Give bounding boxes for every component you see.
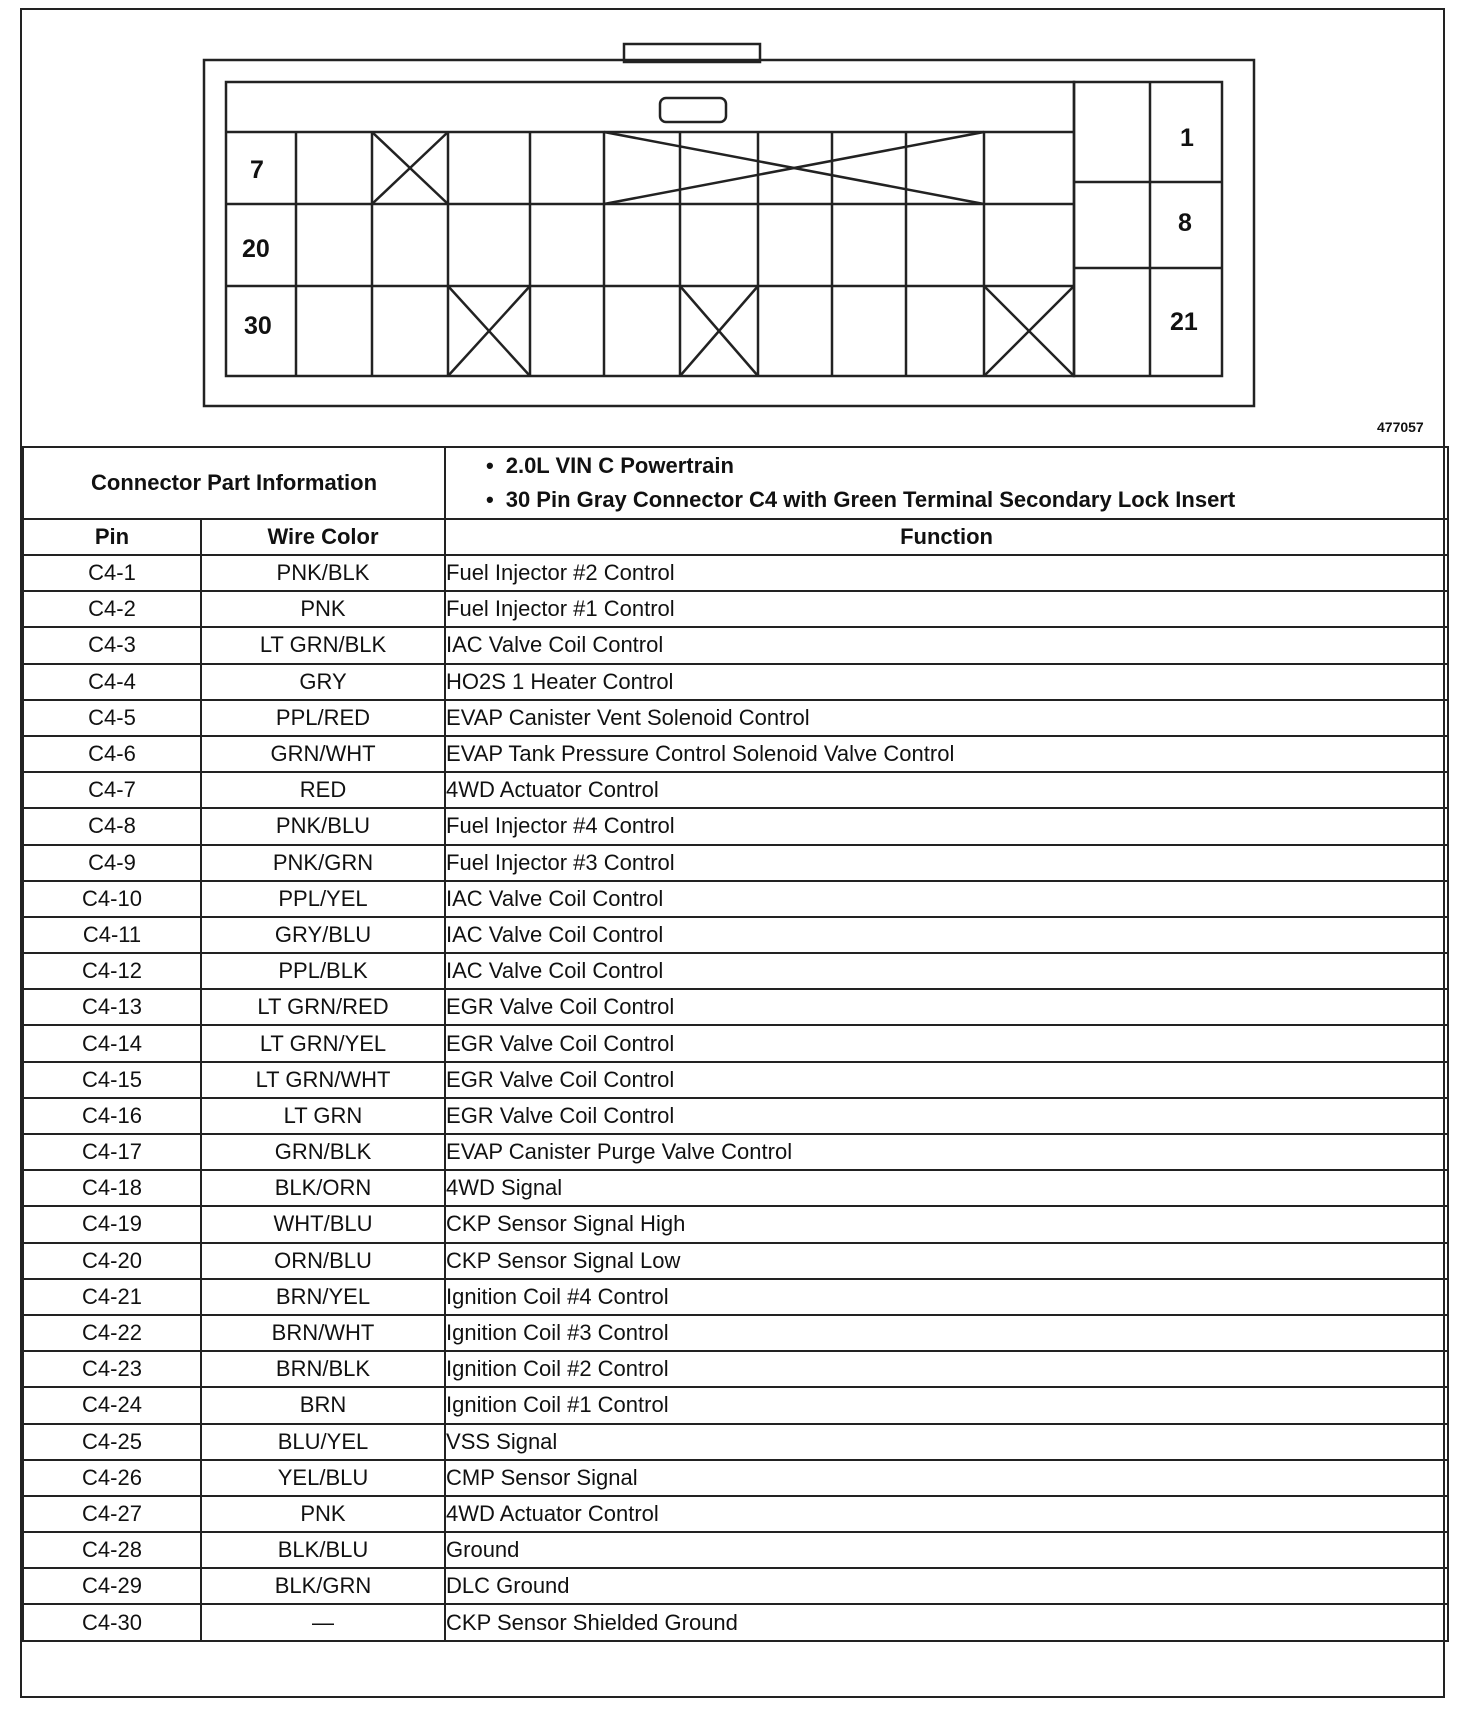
function-cell: VSS Signal bbox=[445, 1424, 1448, 1460]
wire-color-cell: BRN/YEL bbox=[201, 1279, 445, 1315]
function-cell: Fuel Injector #1 Control bbox=[445, 591, 1448, 627]
table-row bbox=[23, 555, 1448, 591]
right-terminal-block bbox=[1074, 82, 1222, 376]
table-row bbox=[23, 881, 1448, 917]
pin-label-20: 20 bbox=[242, 235, 270, 263]
table-row bbox=[23, 1315, 1448, 1351]
wire-color-cell: GRY/BLU bbox=[201, 917, 445, 953]
pin-cell: C4-17 bbox=[23, 1134, 201, 1170]
table-row bbox=[23, 917, 1448, 953]
pin-cell: C4-1 bbox=[23, 555, 201, 591]
pin-cell: C4-14 bbox=[23, 1025, 201, 1061]
table-row bbox=[23, 1243, 1448, 1279]
wire-color-cell: WHT/BLU bbox=[201, 1206, 445, 1242]
table-row bbox=[23, 1387, 1448, 1423]
table-row bbox=[23, 1062, 1448, 1098]
table-row bbox=[23, 1604, 1448, 1640]
pin-cell: C4-21 bbox=[23, 1279, 201, 1315]
table-row bbox=[23, 1170, 1448, 1206]
key-slot bbox=[660, 98, 726, 122]
wire-color-cell: PNK bbox=[201, 591, 445, 627]
table-row bbox=[23, 736, 1448, 772]
table-row bbox=[23, 1496, 1448, 1532]
function-cell: EVAP Canister Vent Solenoid Control bbox=[445, 700, 1448, 736]
function-cell: Ground bbox=[445, 1532, 1448, 1568]
wire-color-cell: GRN/WHT bbox=[201, 736, 445, 772]
function-cell: EGR Valve Coil Control bbox=[445, 1098, 1448, 1134]
connector-info-bullet: • 2.0L VIN C Powertrain bbox=[486, 449, 1447, 483]
wire-color-cell: RED bbox=[201, 772, 445, 808]
terminal-block bbox=[226, 82, 1074, 376]
pin-cell: C4-16 bbox=[23, 1098, 201, 1134]
pin-cell: C4-15 bbox=[23, 1062, 201, 1098]
table-row bbox=[23, 1351, 1448, 1387]
function-cell: EVAP Canister Purge Valve Control bbox=[445, 1134, 1448, 1170]
table-row bbox=[23, 664, 1448, 700]
table-row bbox=[23, 1532, 1448, 1568]
function-cell: 4WD Signal bbox=[445, 1170, 1448, 1206]
connector-shell bbox=[204, 60, 1254, 406]
pin-cell: C4-25 bbox=[23, 1424, 201, 1460]
pin-cell: C4-24 bbox=[23, 1387, 201, 1423]
connector-info-label: Connector Part Information bbox=[23, 447, 445, 519]
function-cell: IAC Valve Coil Control bbox=[445, 881, 1448, 917]
function-cell: CKP Sensor Signal Low bbox=[445, 1243, 1448, 1279]
function-cell: Ignition Coil #4 Control bbox=[445, 1279, 1448, 1315]
column-header-function: Function bbox=[445, 519, 1448, 555]
wire-color-cell: LT GRN/WHT bbox=[201, 1062, 445, 1098]
table-row bbox=[23, 700, 1448, 736]
wire-color-cell: BRN/WHT bbox=[201, 1315, 445, 1351]
function-cell: IAC Valve Coil Control bbox=[445, 953, 1448, 989]
table-row bbox=[23, 1279, 1448, 1315]
pin-cell: C4-6 bbox=[23, 736, 201, 772]
function-cell: 4WD Actuator Control bbox=[445, 772, 1448, 808]
wire-color-cell: PNK/GRN bbox=[201, 845, 445, 881]
pin-cell: C4-11 bbox=[23, 917, 201, 953]
table-row bbox=[23, 591, 1448, 627]
pin-cell: C4-28 bbox=[23, 1532, 201, 1568]
function-cell: DLC Ground bbox=[445, 1568, 1448, 1604]
connector-pinout-table bbox=[22, 446, 1449, 1642]
pin-cell: C4-30 bbox=[23, 1604, 201, 1640]
wire-color-cell: LT GRN/YEL bbox=[201, 1025, 445, 1061]
table-row bbox=[23, 989, 1448, 1025]
column-header-pin: Pin bbox=[23, 519, 201, 555]
connector-face-drawing bbox=[22, 10, 1447, 455]
pin-cell: C4-22 bbox=[23, 1315, 201, 1351]
pin-cell: C4-2 bbox=[23, 591, 201, 627]
pin-cell: C4-12 bbox=[23, 953, 201, 989]
function-cell: CKP Sensor Signal High bbox=[445, 1206, 1448, 1242]
table-row bbox=[23, 772, 1448, 808]
pin-cell: C4-4 bbox=[23, 664, 201, 700]
table-row bbox=[23, 1025, 1448, 1061]
wire-color-cell: GRY bbox=[201, 664, 445, 700]
table-row bbox=[23, 845, 1448, 881]
function-cell: Fuel Injector #3 Control bbox=[445, 845, 1448, 881]
page-frame bbox=[20, 8, 1445, 1698]
connector-info-details bbox=[445, 447, 1448, 519]
pin-label-8: 8 bbox=[1178, 209, 1192, 237]
function-cell: EGR Valve Coil Control bbox=[445, 989, 1448, 1025]
wire-color-cell: PPL/RED bbox=[201, 700, 445, 736]
wire-color-cell: BLK/GRN bbox=[201, 1568, 445, 1604]
table-row bbox=[23, 627, 1448, 663]
pin-cell: C4-10 bbox=[23, 881, 201, 917]
connector-info-bullet: • 30 Pin Gray Connector C4 with Green Terminal Secondary Lock Insert bbox=[486, 483, 1447, 517]
table-row bbox=[23, 1134, 1448, 1170]
wire-color-cell: — bbox=[201, 1604, 445, 1640]
pin-label-1: 1 bbox=[1180, 124, 1194, 152]
function-cell: Ignition Coil #2 Control bbox=[445, 1351, 1448, 1387]
function-cell: Ignition Coil #1 Control bbox=[445, 1387, 1448, 1423]
pin-cell: C4-5 bbox=[23, 700, 201, 736]
pin-cell: C4-9 bbox=[23, 845, 201, 881]
function-cell: HO2S 1 Heater Control bbox=[445, 664, 1448, 700]
function-cell: CKP Sensor Shielded Ground bbox=[445, 1604, 1448, 1640]
pin-label-30: 30 bbox=[244, 312, 272, 340]
table-row bbox=[23, 1424, 1448, 1460]
function-cell: EGR Valve Coil Control bbox=[445, 1025, 1448, 1061]
wire-color-cell: YEL/BLU bbox=[201, 1460, 445, 1496]
wire-color-cell: ORN/BLU bbox=[201, 1243, 445, 1279]
column-header-wire-color: Wire Color bbox=[201, 519, 445, 555]
pin-cell: C4-29 bbox=[23, 1568, 201, 1604]
wire-color-cell: LT GRN/BLK bbox=[201, 627, 445, 663]
wire-color-cell: PPL/BLK bbox=[201, 953, 445, 989]
wire-color-cell: BRN bbox=[201, 1387, 445, 1423]
function-cell: IAC Valve Coil Control bbox=[445, 627, 1448, 663]
pin-label-7: 7 bbox=[250, 156, 264, 184]
table-row bbox=[23, 1206, 1448, 1242]
function-cell: Fuel Injector #2 Control bbox=[445, 555, 1448, 591]
table-row bbox=[23, 1460, 1448, 1496]
connector-diagram bbox=[22, 10, 1447, 455]
connector-info-row bbox=[23, 447, 1448, 519]
pin-label-21: 21 bbox=[1170, 308, 1198, 336]
table-row bbox=[23, 808, 1448, 844]
wire-color-cell: BLK/BLU bbox=[201, 1532, 445, 1568]
pin-cell: C4-3 bbox=[23, 627, 201, 663]
pin-cell: C4-19 bbox=[23, 1206, 201, 1242]
function-cell: EVAP Tank Pressure Control Solenoid Valve Control bbox=[445, 736, 1448, 772]
wire-color-cell: GRN/BLK bbox=[201, 1134, 445, 1170]
wire-color-cell: BRN/BLK bbox=[201, 1351, 445, 1387]
wire-color-cell: BLU/YEL bbox=[201, 1424, 445, 1460]
wire-color-cell: LT GRN bbox=[201, 1098, 445, 1134]
function-cell: EGR Valve Coil Control bbox=[445, 1062, 1448, 1098]
pin-cell: C4-23 bbox=[23, 1351, 201, 1387]
wire-color-cell: BLK/ORN bbox=[201, 1170, 445, 1206]
figure-id: 477057 bbox=[1377, 419, 1424, 435]
pin-cell: C4-7 bbox=[23, 772, 201, 808]
wire-color-cell: PNK/BLK bbox=[201, 555, 445, 591]
pin-cell: C4-20 bbox=[23, 1243, 201, 1279]
function-cell: Ignition Coil #3 Control bbox=[445, 1315, 1448, 1351]
wire-color-cell: PNK bbox=[201, 1496, 445, 1532]
wire-color-cell: PPL/YEL bbox=[201, 881, 445, 917]
pin-cell: C4-18 bbox=[23, 1170, 201, 1206]
function-cell: IAC Valve Coil Control bbox=[445, 917, 1448, 953]
function-cell: Fuel Injector #4 Control bbox=[445, 808, 1448, 844]
wire-color-cell: PNK/BLU bbox=[201, 808, 445, 844]
pin-cell: C4-8 bbox=[23, 808, 201, 844]
table-row bbox=[23, 1568, 1448, 1604]
function-cell: CMP Sensor Signal bbox=[445, 1460, 1448, 1496]
pin-cell: C4-13 bbox=[23, 989, 201, 1025]
column-header-row bbox=[23, 519, 1448, 555]
table-row bbox=[23, 1098, 1448, 1134]
wire-color-cell: LT GRN/RED bbox=[201, 989, 445, 1025]
table-row bbox=[23, 953, 1448, 989]
pin-cell: C4-26 bbox=[23, 1460, 201, 1496]
pin-cell: C4-27 bbox=[23, 1496, 201, 1532]
function-cell: 4WD Actuator Control bbox=[445, 1496, 1448, 1532]
